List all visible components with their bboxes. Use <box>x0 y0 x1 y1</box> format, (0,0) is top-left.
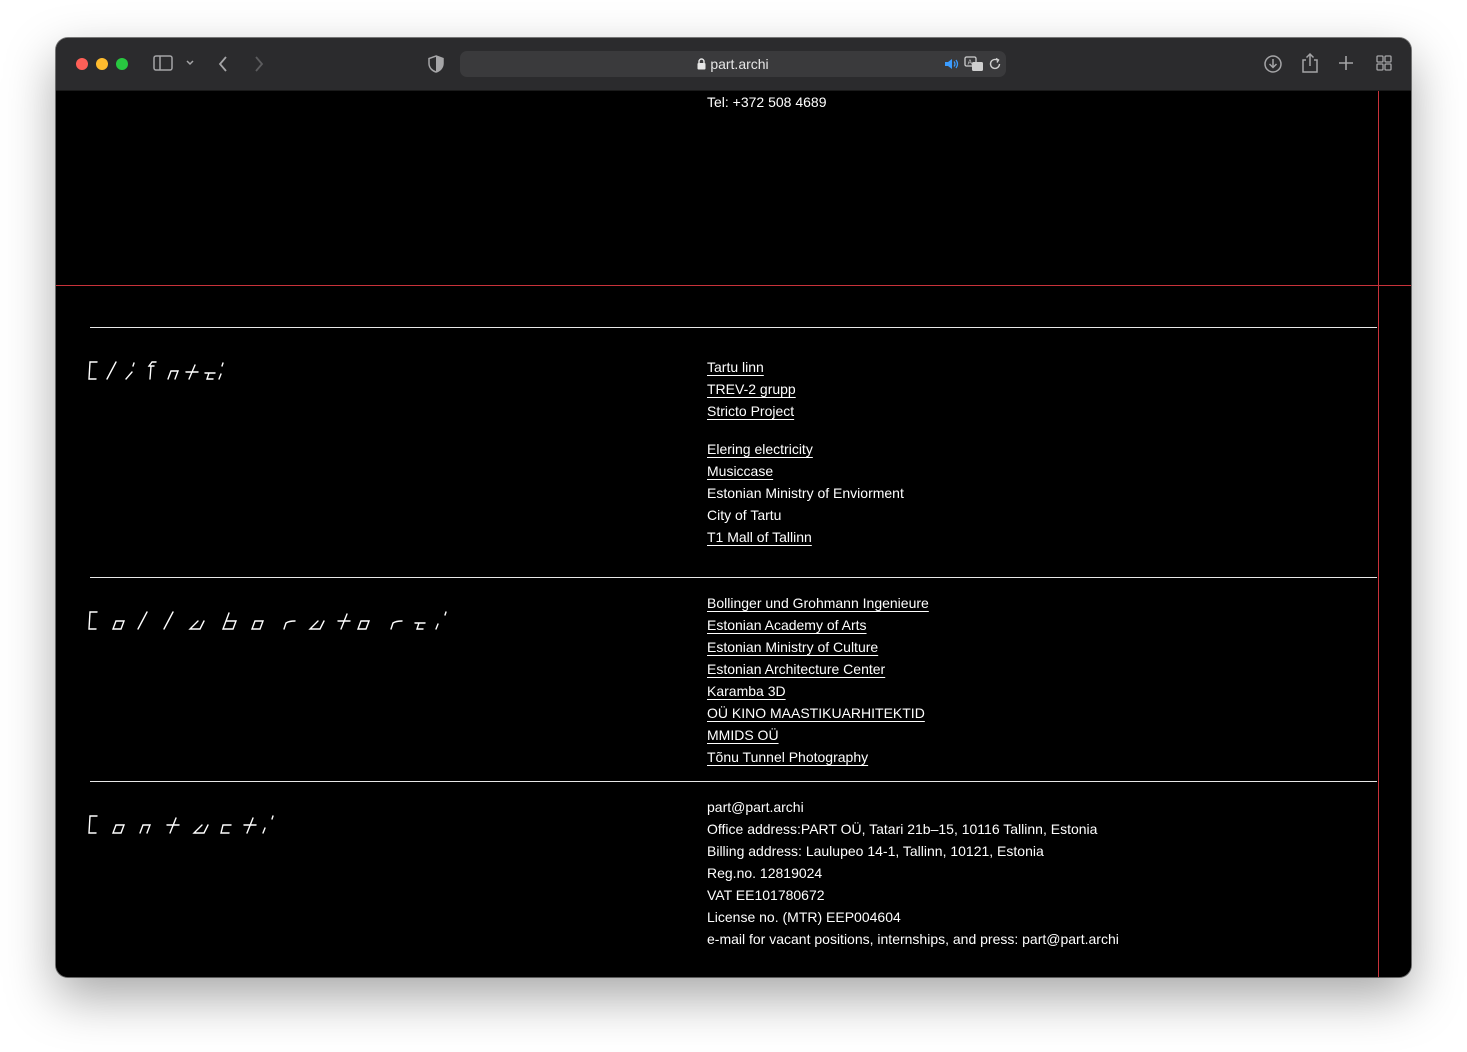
tab-overview-icon[interactable] <box>1376 55 1392 71</box>
vat-number: VAT EE101780672 <box>707 887 825 903</box>
section-divider-collaborators <box>90 577 1377 578</box>
sidebar-toggle-icon[interactable] <box>153 55 173 71</box>
new-tab-icon[interactable] <box>1338 55 1354 71</box>
close-window-button[interactable] <box>76 58 88 70</box>
collaborator-link[interactable]: Estonian Academy of Arts <box>707 617 867 633</box>
collaborator-link[interactable]: OÜ KINO MAASTIKUARHITEKTID <box>707 705 925 721</box>
license-number: License no. (MTR) EEP004604 <box>707 909 901 925</box>
billing-address: Billing address: Laulupeo 14-1, Tallinn, 10121, Estonia <box>707 843 1044 859</box>
speaker-icon[interactable] <box>944 57 960 71</box>
client-link[interactable]: Elering electricity <box>707 441 813 457</box>
section-divider-contact <box>90 781 1377 782</box>
forward-icon[interactable] <box>253 55 265 73</box>
browser-toolbar <box>56 38 1411 91</box>
collaborator-link[interactable]: Estonian Ministry of Culture <box>707 639 879 655</box>
client-link[interactable]: T1 Mall of Tallinn <box>707 529 812 545</box>
minimize-window-button[interactable] <box>96 58 108 70</box>
download-icon[interactable] <box>1263 54 1283 74</box>
svg-text:A: A <box>967 58 973 67</box>
zoom-window-button[interactable] <box>116 58 128 70</box>
client-text: City of Tartu <box>707 507 782 523</box>
chevron-down-icon[interactable] <box>185 59 195 67</box>
collaborator-link[interactable]: Bollinger und Grohmann Ingenieure <box>707 595 929 611</box>
client-text: Estonian Ministry of Enviorment <box>707 485 904 501</box>
client-link[interactable]: TREV-2 grupp <box>707 381 796 397</box>
contact-email[interactable]: part@part.archi <box>707 799 804 815</box>
back-icon[interactable] <box>217 55 229 73</box>
phone-number: Tel: +372 508 4689 <box>707 94 827 110</box>
press-email: e-mail for vacant positions, internships, and press: part@part.archi <box>707 931 1119 947</box>
page-content <box>56 91 1411 977</box>
collaborators-heading <box>88 609 468 633</box>
client-link[interactable]: Musiccase <box>707 463 774 479</box>
registration-number: Reg.no. 12819024 <box>707 865 823 881</box>
grid-line-vertical <box>1378 91 1379 977</box>
collaborator-link[interactable]: Tõnu Tunnel Photography <box>707 749 869 765</box>
collaborator-link[interactable]: MMIDS OÜ <box>707 727 779 743</box>
lock-icon <box>697 57 706 73</box>
collaborator-link[interactable]: Karamba 3D <box>707 683 786 699</box>
privacy-shield-icon[interactable] <box>428 55 444 73</box>
address-bar[interactable] <box>460 51 1006 77</box>
address-bar-url: part.archi <box>460 56 1006 73</box>
share-icon[interactable] <box>1301 52 1319 74</box>
reload-icon[interactable] <box>988 57 1002 71</box>
office-address: Office address:PART OÜ, Tatari 21b–15, 10116 Tallinn, Estonia <box>707 821 1098 837</box>
grid-line-horizontal <box>56 285 1411 286</box>
browser-window <box>56 38 1411 977</box>
client-link[interactable]: Tartu linn <box>707 359 764 375</box>
contact-heading <box>88 813 318 837</box>
section-divider-clients <box>90 327 1377 328</box>
clients-heading <box>88 359 308 383</box>
translate-icon[interactable] <box>964 56 984 72</box>
collaborator-link[interactable]: Estonian Architecture Center <box>707 661 886 677</box>
client-link[interactable]: Stricto Project <box>707 403 795 419</box>
